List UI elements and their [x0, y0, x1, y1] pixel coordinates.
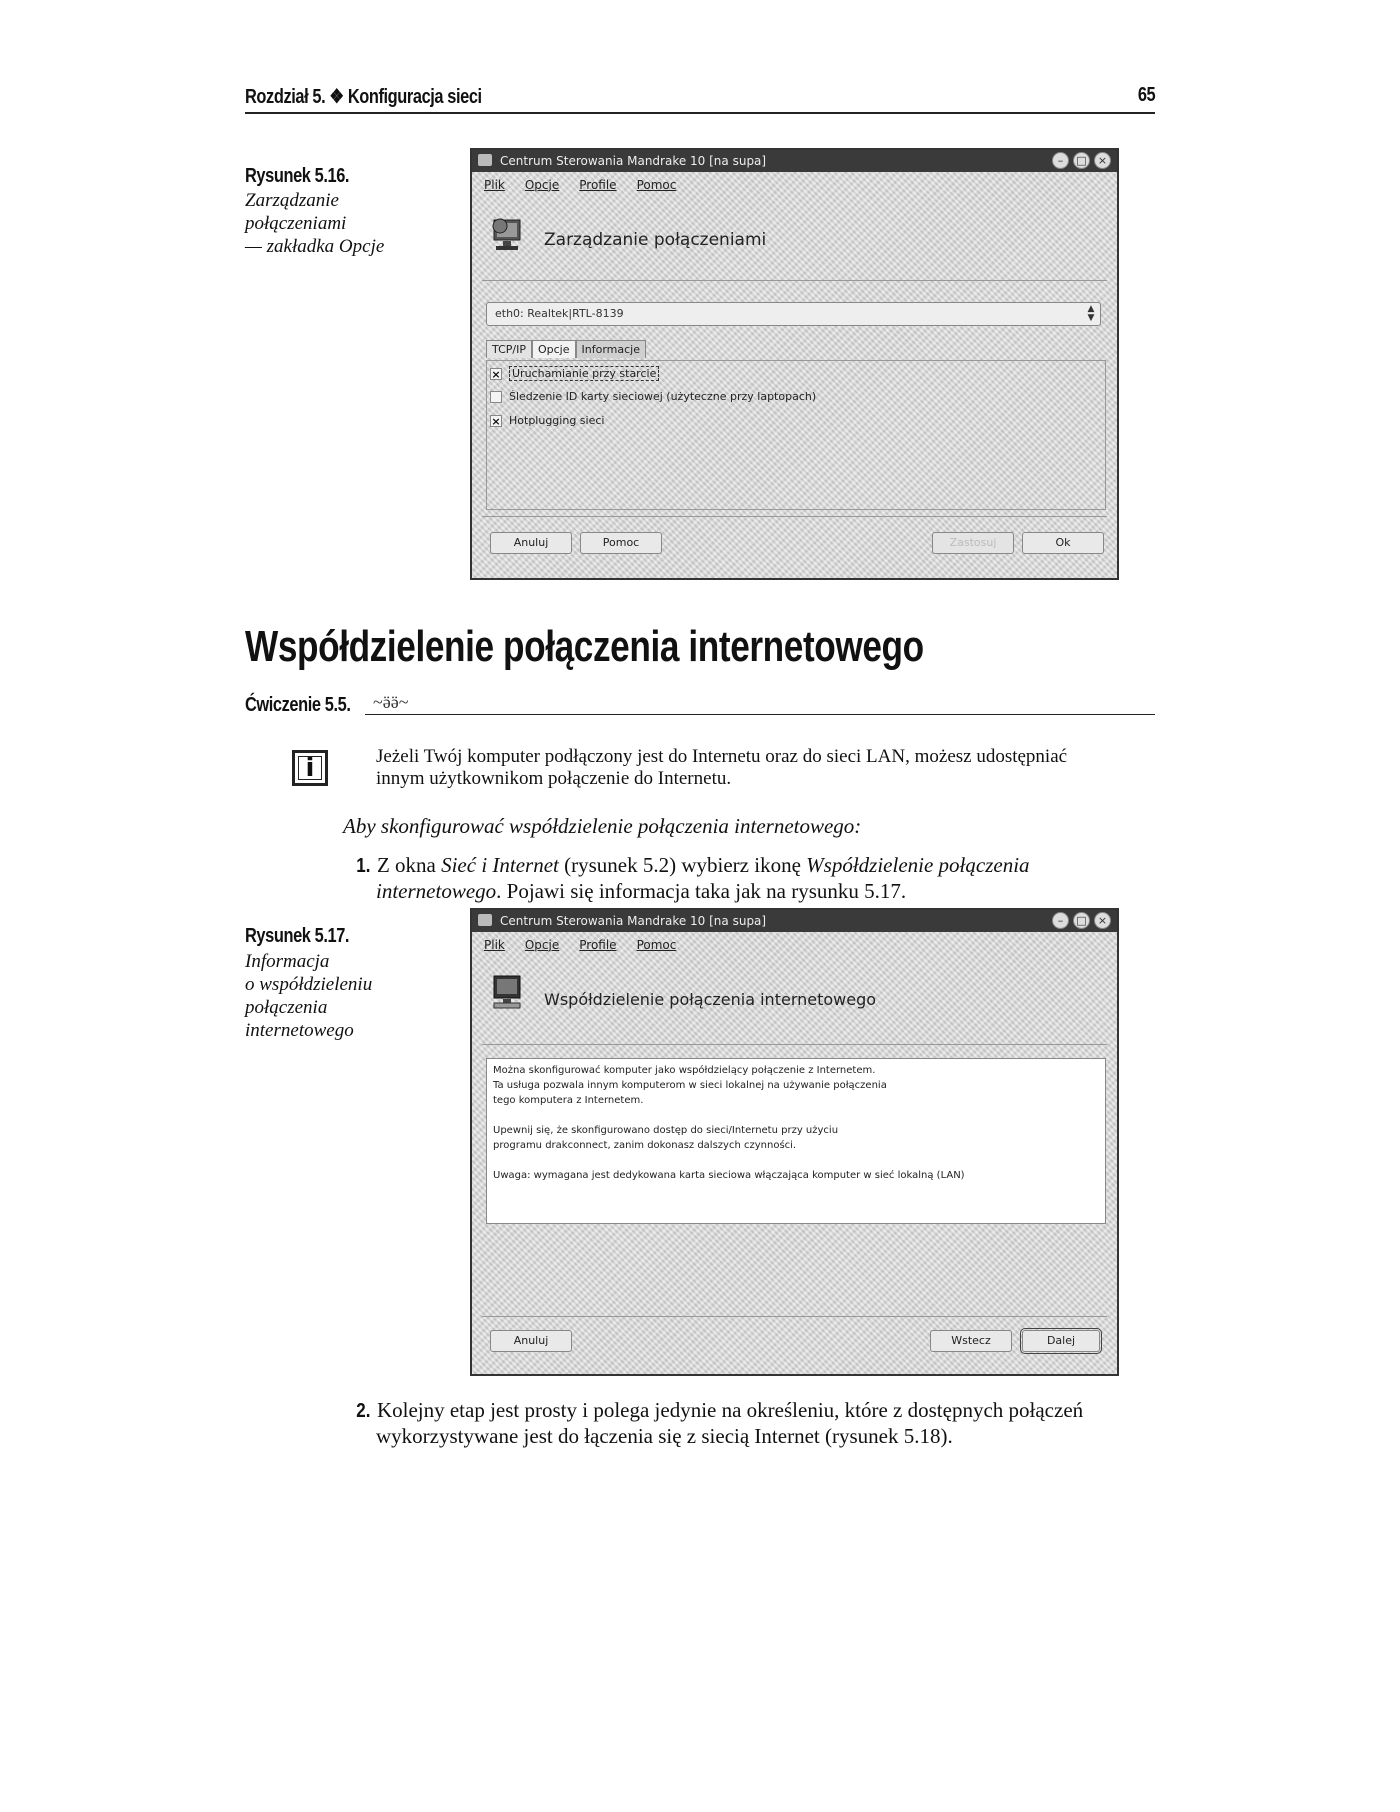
exercise-label: Ćwiczenie 5.5. — [245, 694, 351, 716]
divider — [365, 714, 1155, 715]
close-icon[interactable]: × — [1094, 152, 1111, 169]
step-number: 2. — [356, 1400, 371, 1422]
separator — [482, 516, 1107, 517]
window-title: Centrum Sterowania Mandrake 10 [na supa] — [500, 914, 767, 928]
banner-title: Zarządzanie połączeniami — [544, 230, 767, 250]
info-text-area[interactable]: Można skonfigurować komputer jako współdzielący połączenie z Internetem. Ta usługa pozwala innym komputerom w sieci lokalnej na używanie połączenia tego komputera z Internetem. Upewnij się, że skonfigurowano dostęp do sieci/Internetu przy użyciu programu drakconnect, zanim dokonasz dalszych czynności. Uwaga: wymagana jest dedykowana karta sieciowa włączająca komputer w sieć lokalną (LAN) — [486, 1058, 1106, 1224]
screenshot-connection-sharing — [470, 908, 1119, 1376]
maximize-icon[interactable]: □ — [1073, 912, 1090, 929]
menu-opcje[interactable]: Opcje — [524, 938, 560, 952]
page-number: 65 — [1137, 84, 1155, 106]
separator — [482, 280, 1107, 281]
apply-button[interactable]: Zastosuj — [932, 532, 1014, 554]
menu-opcje[interactable]: Opcje — [524, 178, 560, 192]
banner-title: Współdzielenie połączenia internetowego — [544, 990, 877, 1009]
next-button[interactable]: Dalej — [1022, 1330, 1100, 1352]
window-titlebar — [472, 150, 1117, 172]
step-2: 2. Kolejny etap jest prosty i polega jedynie na określeniu, które z dostępnych połączeń wykorzystywane jest do łączenia się z siecią Internet (rysunek 5.18). — [356, 1398, 1084, 1448]
chapter-title: Rozdział 5. ❖ Konfiguracja sieci — [245, 86, 482, 108]
ok-button[interactable]: Ok — [1022, 532, 1104, 554]
lead-text: Aby skonfigurować współdzielenie połączenia internetowego: — [343, 814, 862, 838]
tab-bar — [486, 340, 646, 358]
tab-tcpip[interactable]: TCP/IP — [486, 340, 532, 358]
close-icon[interactable]: × — [1094, 912, 1111, 929]
computer-sharing-icon — [488, 972, 528, 1012]
app-icon — [478, 154, 492, 166]
options-panel — [486, 360, 1106, 510]
figure-label: Rysunek 5.16. — [245, 165, 350, 187]
menu-plik[interactable]: Plik — [484, 938, 505, 952]
separator — [482, 1044, 1107, 1045]
tab-opcje[interactable]: Opcje — [532, 340, 576, 358]
info-icon: i — [292, 750, 328, 786]
step-number: 1. — [356, 855, 371, 877]
window-title: Centrum Sterowania Mandrake 10 [na supa] — [500, 154, 767, 168]
checkbox-checked-icon[interactable]: × — [491, 414, 501, 428]
minimize-icon[interactable]: – — [1052, 152, 1069, 169]
interface-select[interactable]: eth0: Realtek|RTL-8139 ▲ ▼ — [486, 302, 1101, 326]
ornament-icon: ~ӛӛ~ — [373, 692, 409, 712]
screenshot-connection-manager — [470, 148, 1119, 580]
help-button[interactable]: Pomoc — [580, 532, 662, 554]
tab-informacje[interactable]: Informacje — [576, 340, 646, 358]
figure-caption: Zarządzanie połączeniami — zakładka Opcje — [245, 190, 385, 257]
spinner-arrows-icon: ▲ ▼ — [1087, 304, 1095, 323]
checkbox-unchecked-icon[interactable] — [490, 391, 502, 403]
menu-pomoc[interactable]: Pomoc — [636, 938, 677, 952]
option-start-on-boot[interactable]: × Uruchamianie przy starcie — [490, 366, 659, 381]
step-1: 1. Z okna Sieć i Internet (rysunek 5.2) wybierz ikonę Współdzielenie połączenia internetowego. Pojawi się informacja taka jak na rysunku 5.17. — [356, 853, 1030, 903]
menu-pomoc[interactable]: Pomoc — [636, 178, 677, 192]
minimize-icon[interactable]: – — [1052, 912, 1069, 929]
exercise-header — [245, 694, 1155, 724]
intro-paragraph: Jeżeli Twój komputer podłączony jest do Internetu oraz do sieci LAN, możesz udostępniać innym użytkownikom połączenie do Internetu. — [376, 746, 1068, 789]
menu-plik[interactable]: Plik — [484, 178, 505, 192]
figure-caption: Informacja o współdzieleniu połączenia internetowego — [245, 951, 373, 1041]
menu-profile[interactable]: Profile — [579, 938, 617, 952]
cancel-button[interactable]: Anuluj — [490, 1330, 572, 1352]
menu-profile[interactable]: Profile — [579, 178, 617, 192]
window-titlebar — [472, 910, 1117, 932]
running-header — [245, 84, 1155, 114]
maximize-icon[interactable]: □ — [1073, 152, 1090, 169]
cancel-button[interactable]: Anuluj — [490, 532, 572, 554]
network-monitor-icon — [488, 214, 528, 254]
figure-label: Rysunek 5.17. — [245, 925, 350, 947]
option-hotplugging[interactable]: × Hotplugging sieci — [491, 414, 605, 428]
back-button[interactable]: Wstecz — [930, 1330, 1012, 1352]
app-icon — [478, 914, 492, 926]
menubar — [472, 934, 1117, 956]
separator — [482, 1316, 1107, 1317]
checkbox-checked-icon[interactable]: × — [491, 367, 501, 381]
menubar — [472, 174, 1117, 196]
section-title: Współdzielenie połączenia internetowego — [245, 622, 924, 671]
option-track-card-id[interactable]: Śledzenie ID karty sieciowej (użyteczne przy laptopach) — [490, 390, 816, 403]
